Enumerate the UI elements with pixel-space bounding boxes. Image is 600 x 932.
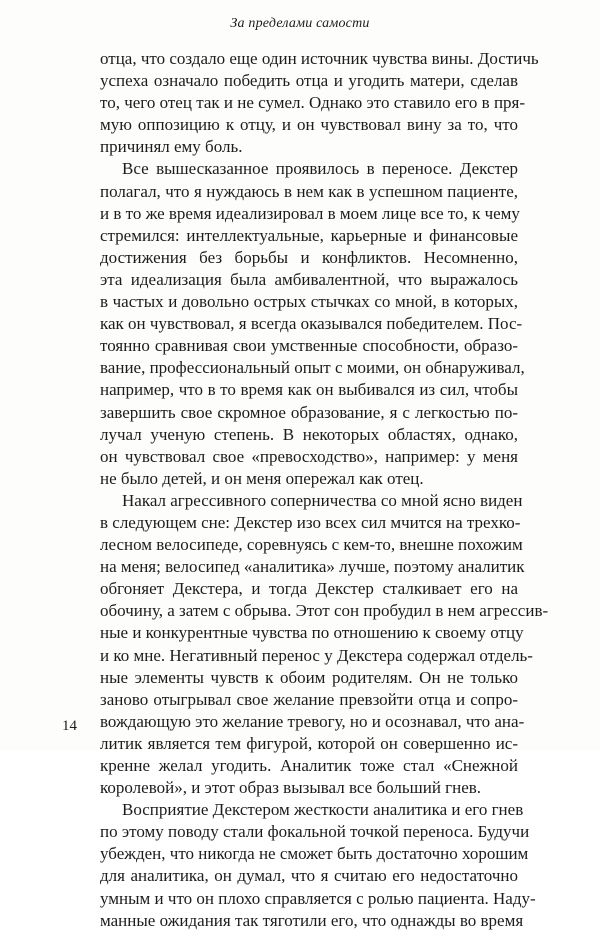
text-line: и в то же время идеализировал в моем лице все то, к чему (100, 203, 520, 223)
text-line: как он чувствовал, я всегда оказывался победителем. Пос- (100, 314, 523, 334)
text-line: ные элементы чувств к обоим родителям. Он не только (100, 667, 518, 687)
text-line: полагал, что я нуждаюсь в нем как в успешном пациенте, (100, 181, 518, 201)
text-line: стремился: интеллектуальные, карьерные и финансовые (100, 225, 518, 245)
text-line: Все вышесказанное проявилось в переносе. Декстер (122, 159, 518, 179)
text-line: умным и что он плохо справляется с ролью пациента. Наду- (100, 888, 536, 908)
text-line: по этому поводу стали фокальной точкой переноса. Будучи (100, 822, 530, 842)
text-line: вождающую это желание тревогу, но и осознавал, что ана- (100, 711, 525, 731)
running-title: За пределами самости (230, 16, 370, 31)
text-line: литик является тем фигурой, которой он совершенно ис- (100, 733, 518, 753)
text-line: Накал агрессивного соперничества со мной ясно виден (122, 490, 523, 510)
text-line: например, что в то время как он выбивался из сил, чтобы (100, 380, 518, 400)
text-line: для аналитика, он думал, что я считаю его недостаточно (100, 866, 518, 886)
text-line: успеха означало победить отца и угодить матери, сделав (100, 71, 518, 91)
text-line: обгоняет Декстера, и тогда Декстер сталкивает его на (100, 579, 518, 599)
text-line: вание, профессиональный опыт с моими, он обнаруживал, (100, 358, 525, 378)
paragraph (100, 158, 525, 489)
text-line: и ко мне. Негативный перенос у Декстера содержал отдель- (100, 645, 533, 665)
text-line: кренне желал угодить. Аналитик тоже стал «Снежной (100, 756, 518, 775)
text-line: завершить свое скромное образование, я с легкостью по- (100, 402, 518, 422)
text-line: ные и конкурентные чувства по отношению к своему отцу (100, 623, 524, 643)
text-line: мую оппозицию к отцу, и он чувствовал вину за то, что (100, 115, 518, 135)
paragraph (100, 48, 539, 158)
page-number: 14 (62, 718, 77, 734)
text-line: манные ожидания так тяготили его, что однажды во время (100, 910, 524, 930)
text-line: королевой», и этот образ вызывал все больший гнев. (100, 778, 482, 798)
text-line: достижения без борьбы и конфликтов. Несомненно, (100, 247, 518, 267)
text-line: заново отыгрывал свое желание превзойти отца и сопро- (100, 689, 518, 709)
text-line: в следующем сне: Декстер изо всех сил мчится на трехко- (100, 512, 521, 532)
text-line: отца, что создало еще один источник чувства вины. Достичь (100, 49, 539, 68)
text-line: на меня; велосипед «аналитика» лучше, поэтому аналитик (100, 557, 525, 577)
paragraph (100, 490, 549, 799)
body-text (100, 48, 549, 932)
text-line: тоянно сравнивая свои умственные способности, образо- (100, 336, 518, 356)
text-line: лесном велосипеде, соревнуясь с кем-то, внешне похожим (100, 535, 523, 555)
text-line: он чувствовал свое «превосходство», например: у меня (100, 446, 518, 466)
paragraph (100, 799, 536, 932)
text-line: Восприятие Декстером жесткости аналитика и его гнев (122, 800, 524, 820)
text-line: убежден, что никогда не сможет быть достаточно хорошим (100, 844, 529, 864)
text-line: лучал ученую степень. В некоторых областях, однако, (100, 424, 518, 444)
text-line: причинял ему боль. (100, 137, 243, 157)
text-line: эта идеализация была амбивалентной, что выражалось (100, 269, 518, 289)
text-line: в частых и довольно острых стычках со мной, в которых, (100, 292, 518, 312)
text-line: обочину, а затем с обрыва. Этот сон пробудил в нем агрессив- (100, 601, 549, 621)
text-line: то, чего отец так и не сумел. Однако это ставило его в пря- (100, 93, 526, 113)
text-line: не было детей, и он меня опережал как отец. (100, 468, 424, 488)
